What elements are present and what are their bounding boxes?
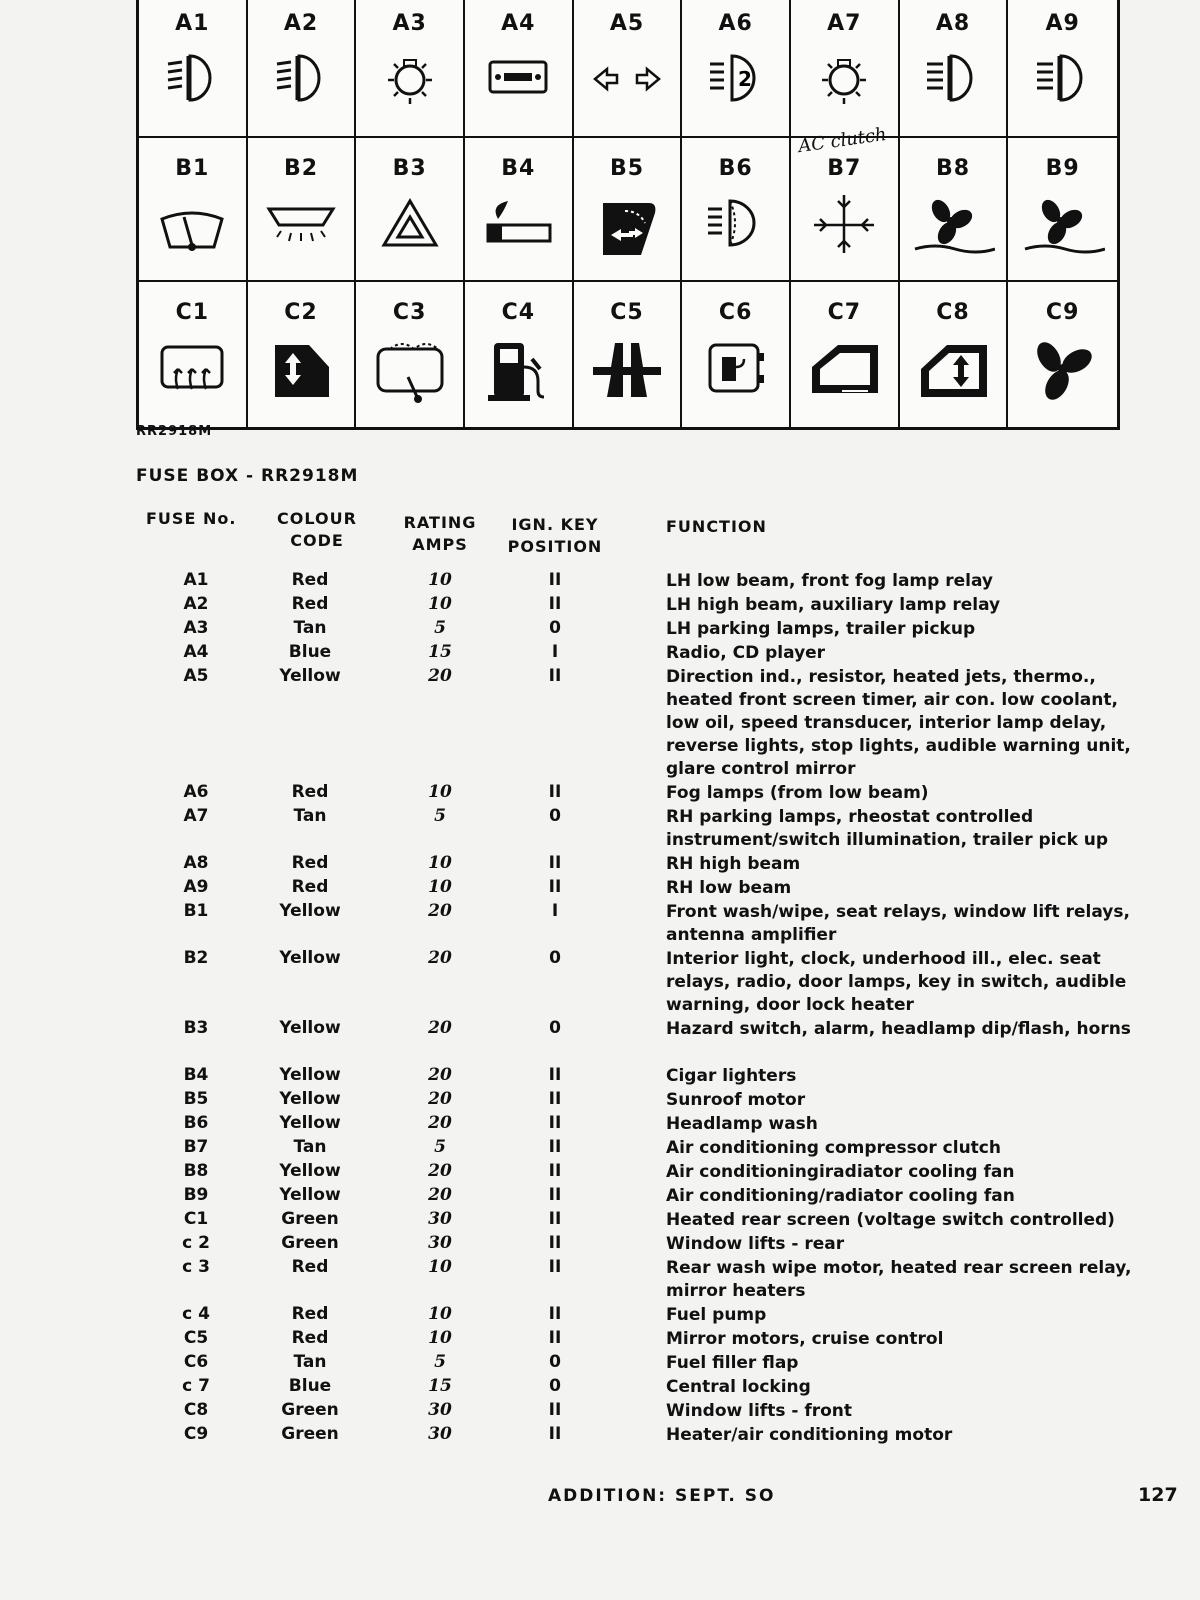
fuse-function: LH parking lamps, trailer pickup xyxy=(666,619,976,639)
handwritten-annotation: AC clutch xyxy=(796,123,888,158)
fuse-function: Front wash/wipe, seat relays, window lift relays, antenna amplifier xyxy=(666,902,1130,945)
fuse-cell-a6 xyxy=(682,0,791,138)
fuse-number: C5 xyxy=(183,1328,209,1348)
colour-code: Red xyxy=(291,853,329,873)
ign-key-position: II xyxy=(548,1304,562,1324)
rating-amps: 20 xyxy=(428,666,452,686)
sunroof-icon xyxy=(585,189,669,259)
fuse-number: C8 xyxy=(183,1400,209,1420)
fuse-box-title: FUSE BOX - RR2918M xyxy=(136,466,359,486)
fuel-flap-icon xyxy=(694,333,778,403)
fuel-pump-icon xyxy=(476,333,560,403)
fuse-function: Fuel pump xyxy=(666,1305,767,1325)
fuse-number: B2 xyxy=(183,948,209,968)
fuse-cell-label: A3 xyxy=(392,11,427,36)
fuse-number: A9 xyxy=(183,877,209,897)
fuse-cell-label: B6 xyxy=(718,155,753,181)
fuse-number: C9 xyxy=(183,1424,209,1444)
header-colour-line2: CODE xyxy=(290,531,344,550)
fuse-cell-c7 xyxy=(791,282,900,427)
ign-key-position: II xyxy=(548,1400,562,1420)
colour-code: Yellow xyxy=(279,666,341,686)
ign-key-position: 0 xyxy=(549,618,561,638)
fuse-number: c 4 xyxy=(182,1304,210,1324)
rating-amps: 5 xyxy=(434,618,446,638)
fuse-number: A2 xyxy=(183,594,209,614)
rating-amps: 20 xyxy=(428,1089,452,1109)
fuse-cell-b3 xyxy=(356,138,465,283)
cruise-control-icon xyxy=(585,333,669,403)
colour-code: Tan xyxy=(293,1352,327,1372)
front-window-lift-icon xyxy=(911,333,995,403)
fuse-function: RH high beam xyxy=(666,854,801,874)
fuse-cell-label: C2 xyxy=(284,300,318,326)
fuse-cell-c5 xyxy=(574,282,683,427)
header-function: FUNCTION xyxy=(666,517,767,536)
fuse-number: B3 xyxy=(183,1018,209,1038)
fuse-function: Air conditioning compressor clutch xyxy=(666,1138,1001,1158)
rating-amps: 10 xyxy=(428,570,452,590)
fuse-cell-b9 xyxy=(1008,138,1117,283)
ign-key-position: II xyxy=(548,1424,562,1444)
cooling-fan-icon xyxy=(1021,189,1105,259)
colour-code: Yellow xyxy=(279,1089,341,1109)
ign-key-position: 0 xyxy=(549,806,561,826)
ign-key-position: 0 xyxy=(549,1018,561,1038)
fuse-function: Window lifts - front xyxy=(666,1401,853,1421)
fuse-number: C6 xyxy=(183,1352,209,1372)
ign-key-position: 0 xyxy=(549,1352,561,1372)
fuse-cell-label: B7 xyxy=(827,155,862,181)
ign-key-position: II xyxy=(548,782,562,802)
high-beam-icon xyxy=(911,44,995,114)
rating-amps: 15 xyxy=(428,642,452,662)
heated-rear-screen-icon xyxy=(150,333,234,403)
fuse-function: Window lifts - rear xyxy=(666,1234,845,1254)
fuse-cell-label: A2 xyxy=(283,11,319,36)
fuse-cell-c8 xyxy=(900,282,1009,427)
ign-key-position: II xyxy=(548,877,562,897)
ign-key-position: II xyxy=(548,1089,562,1109)
fuse-number: A1 xyxy=(183,570,209,590)
rear-wiper-icon xyxy=(368,333,452,403)
fuse-cell-b8 xyxy=(900,138,1009,283)
rating-amps: 10 xyxy=(428,853,452,873)
fuse-function: Headlamp wash xyxy=(666,1114,818,1134)
fuse-function: Cigar lighters xyxy=(666,1066,797,1086)
fuse-function: LH high beam, auxiliary lamp relay xyxy=(666,595,1001,615)
rating-amps: 30 xyxy=(428,1209,452,1229)
fuse-cell-c4 xyxy=(465,282,574,427)
ign-key-position: II xyxy=(548,666,562,686)
rating-amps: 5 xyxy=(434,1352,446,1372)
fuse-cell-label: C6 xyxy=(718,300,753,326)
rating-amps: 20 xyxy=(428,1185,452,1205)
colour-code: Yellow xyxy=(279,1113,341,1133)
parking-lamp-icon xyxy=(368,44,452,114)
fuse-cell-a2 xyxy=(248,0,357,138)
fuse-function: LH low beam, front fog lamp relay xyxy=(666,571,994,591)
colour-code: Yellow xyxy=(279,1065,341,1085)
fuse-cell-c2 xyxy=(248,282,357,427)
direction-indicator-icon xyxy=(585,44,669,114)
rating-amps: 15 xyxy=(428,1376,452,1396)
rating-amps: 30 xyxy=(428,1400,452,1420)
fuse-number: A5 xyxy=(183,666,209,686)
rating-amps: 20 xyxy=(428,1161,452,1181)
figure-code: RR2918M xyxy=(136,424,213,439)
fuse-function: Fog lamps (from low beam) xyxy=(666,783,929,803)
fuse-cell-label: B2 xyxy=(283,155,319,181)
fuse-cell-label: A9 xyxy=(1045,11,1080,36)
colour-code: Blue xyxy=(288,1376,332,1396)
rating-amps: 10 xyxy=(428,1328,452,1348)
fuse-function: Interior light, clock, underhood ill., elec. seat relays, radio, door lamps, key in switch, audible warning, door lock heater xyxy=(666,949,1127,1015)
rear-window-lift-icon xyxy=(259,333,343,403)
colour-code: Blue xyxy=(288,642,332,662)
fuse-cell-label: C9 xyxy=(1045,300,1080,326)
header-rating-line1: RATING xyxy=(403,513,477,532)
colour-code: Red xyxy=(291,1328,329,1348)
fog-lamp-icon xyxy=(694,44,778,114)
fuse-cell-a4 xyxy=(465,0,574,138)
rating-amps: 5 xyxy=(434,806,446,826)
fuse-cell-a9 xyxy=(1008,0,1117,138)
ign-key-position: II xyxy=(548,1328,562,1348)
fuse-number: A3 xyxy=(183,618,209,638)
ign-key-position: 0 xyxy=(549,948,561,968)
fuse-number: C1 xyxy=(183,1209,209,1229)
low-beam-icon xyxy=(259,44,343,114)
rating-amps: 10 xyxy=(428,782,452,802)
fuse-cell-b6 xyxy=(682,138,791,283)
fuse-cell-label: B8 xyxy=(935,155,971,181)
ign-key-position: II xyxy=(548,1161,562,1181)
fuse-cell-label: C1 xyxy=(175,300,210,326)
ac-compressor-icon xyxy=(802,189,886,259)
fuse-cell-label: A7 xyxy=(827,11,862,36)
colour-code: Tan xyxy=(293,1137,327,1157)
interior-light-icon xyxy=(259,189,343,259)
fuse-cell-label: A8 xyxy=(935,11,971,36)
fuse-cell-a7 xyxy=(791,0,900,138)
fuse-function: Direction ind., resistor, heated jets, thermo., heated front screen timer, air con. low coolant, low oil, speed transducer, interior lamp delay, reverse lights, stop lights, audible warning unit, glare control mirror xyxy=(666,667,1131,779)
fuse-cell-label: B4 xyxy=(501,155,536,181)
headlamp-wash-icon xyxy=(694,189,778,259)
colour-code: Red xyxy=(291,782,329,802)
fuse-cell-a1 xyxy=(139,0,248,138)
fuse-function: Rear wash wipe motor, heated rear screen relay, mirror heaters xyxy=(666,1258,1132,1301)
low-beam-icon xyxy=(150,44,234,114)
fuse-number: B1 xyxy=(183,901,209,921)
fuse-number: B6 xyxy=(183,1113,209,1133)
ign-key-position: II xyxy=(548,594,562,614)
rating-amps: 20 xyxy=(428,1018,452,1038)
ign-key-position: I xyxy=(551,642,559,662)
colour-code: Green xyxy=(281,1233,339,1253)
fuse-cell-label: C5 xyxy=(610,300,644,326)
header-rating-line2: AMPS xyxy=(412,535,468,554)
fuse-cell-label: B5 xyxy=(609,155,645,181)
fuse-function: RH parking lamps, rheostat controlled instrument/switch illumination, trailer pick up xyxy=(666,807,1109,850)
fuse-cell-b1 xyxy=(139,138,248,283)
header-ign-line1: IGN. KEY xyxy=(511,515,599,534)
colour-code: Yellow xyxy=(279,1161,341,1181)
fuse-function: Fuel filler flap xyxy=(666,1353,799,1373)
fuse-cell-label: A4 xyxy=(501,11,536,36)
ign-key-position: 0 xyxy=(549,1376,561,1396)
ign-key-position: II xyxy=(548,1113,562,1133)
hazard-icon xyxy=(368,189,452,259)
rating-amps: 10 xyxy=(428,877,452,897)
svg-text:2: 2 xyxy=(737,67,752,91)
fuse-cell-label: B3 xyxy=(392,155,427,181)
footer-addition: ADDITION: SEPT. SO xyxy=(548,1486,776,1506)
fuse-function: Heated rear screen (voltage switch controlled) xyxy=(666,1210,1115,1230)
fuse-number: c 3 xyxy=(182,1257,210,1277)
fuse-cell-label: C3 xyxy=(392,300,427,326)
colour-code: Green xyxy=(281,1424,339,1444)
cigar-lighter-icon xyxy=(476,189,560,259)
fuse-cell-label: A1 xyxy=(175,11,210,36)
colour-code: Red xyxy=(291,594,329,614)
fuse-cell-label: A6 xyxy=(718,11,753,36)
ign-key-position: II xyxy=(548,1233,562,1253)
fuse-function: Heater/air conditioning motor xyxy=(666,1425,953,1445)
fuse-cell-b5 xyxy=(574,138,683,283)
wiper-icon xyxy=(150,189,234,259)
fuse-number: B5 xyxy=(183,1089,209,1109)
colour-code: Red xyxy=(291,570,329,590)
fuse-number: B9 xyxy=(183,1185,209,1205)
rating-amps: 20 xyxy=(428,1065,452,1085)
rating-amps: 10 xyxy=(428,594,452,614)
header-fuse-no: FUSE No. xyxy=(146,509,237,528)
colour-code: Green xyxy=(281,1400,339,1420)
fuse-function: Air conditioningiradiator cooling fan xyxy=(666,1162,1015,1182)
ign-key-position: II xyxy=(548,1185,562,1205)
fuse-cell-c1 xyxy=(139,282,248,427)
header-ign-line2: POSITION xyxy=(507,537,603,556)
fuse-cell-a3 xyxy=(356,0,465,138)
fuse-cell-c6 xyxy=(682,282,791,427)
rating-amps: 10 xyxy=(428,1304,452,1324)
rating-amps: 20 xyxy=(428,901,452,921)
header-colour-line1: COLOUR xyxy=(277,509,357,528)
fuse-function: Central locking xyxy=(666,1377,811,1397)
header-rating xyxy=(390,512,490,556)
ign-key-position: II xyxy=(548,1209,562,1229)
rating-amps: 20 xyxy=(428,1113,452,1133)
high-beam-icon xyxy=(1021,44,1105,114)
page-number: 127 xyxy=(1138,1484,1178,1506)
header-colour-code xyxy=(262,508,372,552)
fuse-cell-c3 xyxy=(356,282,465,427)
rating-amps: 30 xyxy=(428,1233,452,1253)
fuse-number: B7 xyxy=(183,1137,209,1157)
fuse-cell-b7 xyxy=(791,138,900,283)
fuse-function: Sunroof motor xyxy=(666,1090,806,1110)
colour-code: Yellow xyxy=(279,901,341,921)
fuse-cell-label: B9 xyxy=(1045,155,1080,181)
fuse-cell-c9 xyxy=(1008,282,1117,427)
fuse-number: A6 xyxy=(183,782,209,802)
fuse-cell-a8 xyxy=(900,0,1009,138)
fuse-grid xyxy=(136,0,1120,430)
rating-amps: 20 xyxy=(428,948,452,968)
cooling-fan-icon xyxy=(911,189,995,259)
fuse-number: c 2 xyxy=(182,1233,210,1253)
fuse-cell-b4 xyxy=(465,138,574,283)
fuse-number: B8 xyxy=(183,1161,209,1181)
central-locking-icon xyxy=(802,333,886,403)
ign-key-position: II xyxy=(548,853,562,873)
radio-icon xyxy=(476,44,560,114)
fuse-function: Mirror motors, cruise control xyxy=(666,1329,944,1349)
colour-code: Green xyxy=(281,1209,339,1229)
fuse-cell-a5 xyxy=(574,0,683,138)
colour-code: Tan xyxy=(293,618,327,638)
fuse-cell-label: B1 xyxy=(175,155,210,181)
colour-code: Red xyxy=(291,1257,329,1277)
fuse-function: Air conditioning/radiator cooling fan xyxy=(666,1186,1015,1206)
rating-amps: 5 xyxy=(434,1137,446,1157)
rating-amps: 30 xyxy=(428,1424,452,1444)
fan-motor-icon xyxy=(1021,333,1105,403)
fuse-number: A7 xyxy=(183,806,209,826)
fuse-cell-label: C8 xyxy=(936,300,970,326)
fuse-function: Hazard switch, alarm, headlamp dip/flash, horns xyxy=(666,1019,1131,1039)
fuse-cell-label: A5 xyxy=(609,11,645,36)
fuse-number: A4 xyxy=(183,642,209,662)
colour-code: Red xyxy=(291,1304,329,1324)
colour-code: Tan xyxy=(293,806,327,826)
fuse-number: A8 xyxy=(183,853,209,873)
fuse-function: Radio, CD player xyxy=(666,643,826,663)
fuse-cell-label: C7 xyxy=(827,300,862,326)
colour-code: Yellow xyxy=(279,1018,341,1038)
fuse-number: c 7 xyxy=(182,1376,210,1396)
fuse-function: RH low beam xyxy=(666,878,792,898)
colour-code: Yellow xyxy=(279,1185,341,1205)
ign-key-position: I xyxy=(551,901,559,921)
colour-code: Yellow xyxy=(279,948,341,968)
rating-amps: 10 xyxy=(428,1257,452,1277)
fuse-number: B4 xyxy=(183,1065,209,1085)
fuse-cell-b2 xyxy=(248,138,357,283)
header-ign-key xyxy=(500,514,610,558)
colour-code: Red xyxy=(291,877,329,897)
fuse-cell-label: C4 xyxy=(501,300,536,326)
ign-key-position: II xyxy=(548,1257,562,1277)
ign-key-position: II xyxy=(548,570,562,590)
ign-key-position: II xyxy=(548,1137,562,1157)
ign-key-position: II xyxy=(548,1065,562,1085)
parking-lamp-icon xyxy=(802,44,886,114)
